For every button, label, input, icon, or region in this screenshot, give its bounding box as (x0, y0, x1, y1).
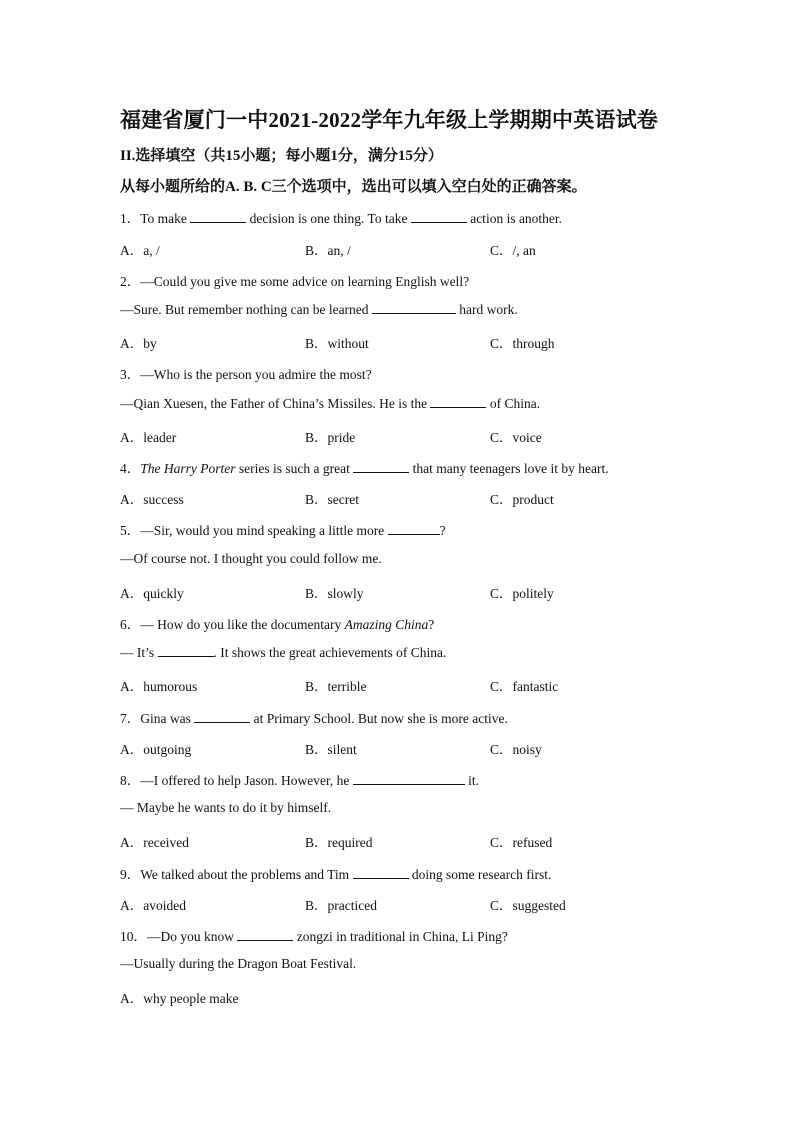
answer-blank (353, 460, 409, 473)
question-9: 9．We talked about the problems and Tim doing some research first. (120, 867, 552, 882)
option-b[interactable]: B．terrible (305, 679, 367, 694)
options-3 (120, 426, 680, 444)
option-a[interactable]: A．received (120, 835, 189, 850)
option-c[interactable]: C．product (490, 492, 554, 507)
section-heading: II.选择填空（共15小题；每小题1分，满分15分） (120, 148, 443, 164)
option-b[interactable]: B．required (305, 835, 373, 850)
answer-blank (158, 644, 214, 657)
option-b[interactable]: B．without (305, 336, 369, 351)
answer-blank (372, 301, 456, 314)
option-c[interactable]: C．refused (490, 835, 553, 850)
option-c[interactable]: C．through (490, 336, 555, 351)
option-a[interactable]: A．outgoing (120, 742, 192, 757)
option-b[interactable]: B．practiced (305, 898, 377, 913)
option-c[interactable]: C．/, an (490, 243, 536, 258)
instruction-text: 从每小题所给的A. B. C三个选项中，选出可以填入空白处的正确答案。 (120, 179, 587, 195)
option-a[interactable]: A．avoided (120, 898, 186, 913)
question-2: 2．—Could you give me some advice on learning English well? (120, 274, 470, 289)
options-10 (120, 987, 680, 1005)
question-6-reply: — It’s . It shows the great achievements of China. (120, 645, 447, 660)
answer-blank (353, 772, 465, 785)
options-4 (120, 488, 680, 506)
option-a[interactable]: A．why people make (120, 991, 239, 1006)
question-10-reply: —Usually during the Dragon Boat Festival. (120, 956, 357, 971)
option-a[interactable]: A．quickly (120, 586, 184, 601)
options-5 (120, 582, 680, 600)
answer-blank (353, 866, 409, 879)
question-2-reply: —Sure. But remember nothing can be learned hard work. (120, 302, 518, 317)
option-c[interactable]: C．fantastic (490, 679, 559, 694)
option-b[interactable]: B．an, / (305, 243, 351, 258)
answer-blank (388, 522, 440, 535)
answer-blank (430, 395, 486, 408)
answer-blank (194, 710, 250, 723)
options-7 (120, 738, 680, 756)
options-6 (120, 675, 680, 693)
option-b[interactable]: B．pride (305, 430, 356, 445)
question-1: 1．To make decision is one thing. To take action is another. (120, 211, 563, 226)
option-c[interactable]: C．voice (490, 430, 542, 445)
option-a[interactable]: A．a, / (120, 243, 160, 258)
option-b[interactable]: B．slowly (305, 586, 364, 601)
question-8: 8．—I offered to help Jason. However, he it. (120, 773, 480, 788)
answer-blank (190, 210, 246, 223)
option-b[interactable]: B．silent (305, 742, 357, 757)
question-6: 6．— How do you like the documentary Amazing China? (120, 617, 435, 632)
question-5: 5．—Sir, would you mind speaking a little more ? (120, 523, 446, 538)
question-10: 10．—Do you know zongzi in traditional in China, Li Ping? (120, 929, 508, 944)
option-a[interactable]: A．leader (120, 430, 177, 445)
options-1 (120, 239, 680, 257)
question-8-reply: — Maybe he wants to do it by himself. (120, 800, 332, 815)
option-a[interactable]: A．by (120, 336, 157, 351)
page-title: 福建省厦门一中2021-2022学年九年级上学期期中英语试卷 (120, 108, 658, 132)
option-c[interactable]: C．politely (490, 586, 554, 601)
option-b[interactable]: B．secret (305, 492, 359, 507)
answer-blank (411, 210, 467, 223)
question-7: 7．Gina was at Primary School. But now she is more active. (120, 711, 508, 726)
options-8 (120, 831, 680, 849)
options-9 (120, 894, 680, 912)
option-c[interactable]: C．suggested (490, 898, 566, 913)
answer-blank (237, 928, 293, 941)
question-3: 3．—Who is the person you admire the most? (120, 367, 372, 382)
option-a[interactable]: A．humorous (120, 679, 198, 694)
option-a[interactable]: A．success (120, 492, 184, 507)
question-4: 4．The Harry Porter series is such a great that many teenagers love it by heart. (120, 461, 609, 476)
options-2 (120, 332, 680, 350)
question-3-reply: —Qian Xuesen, the Father of China’s Missiles. He is the of China. (120, 396, 541, 411)
option-c[interactable]: C．noisy (490, 742, 542, 757)
question-5-reply: —Of course not. I thought you could follow me. (120, 551, 382, 566)
